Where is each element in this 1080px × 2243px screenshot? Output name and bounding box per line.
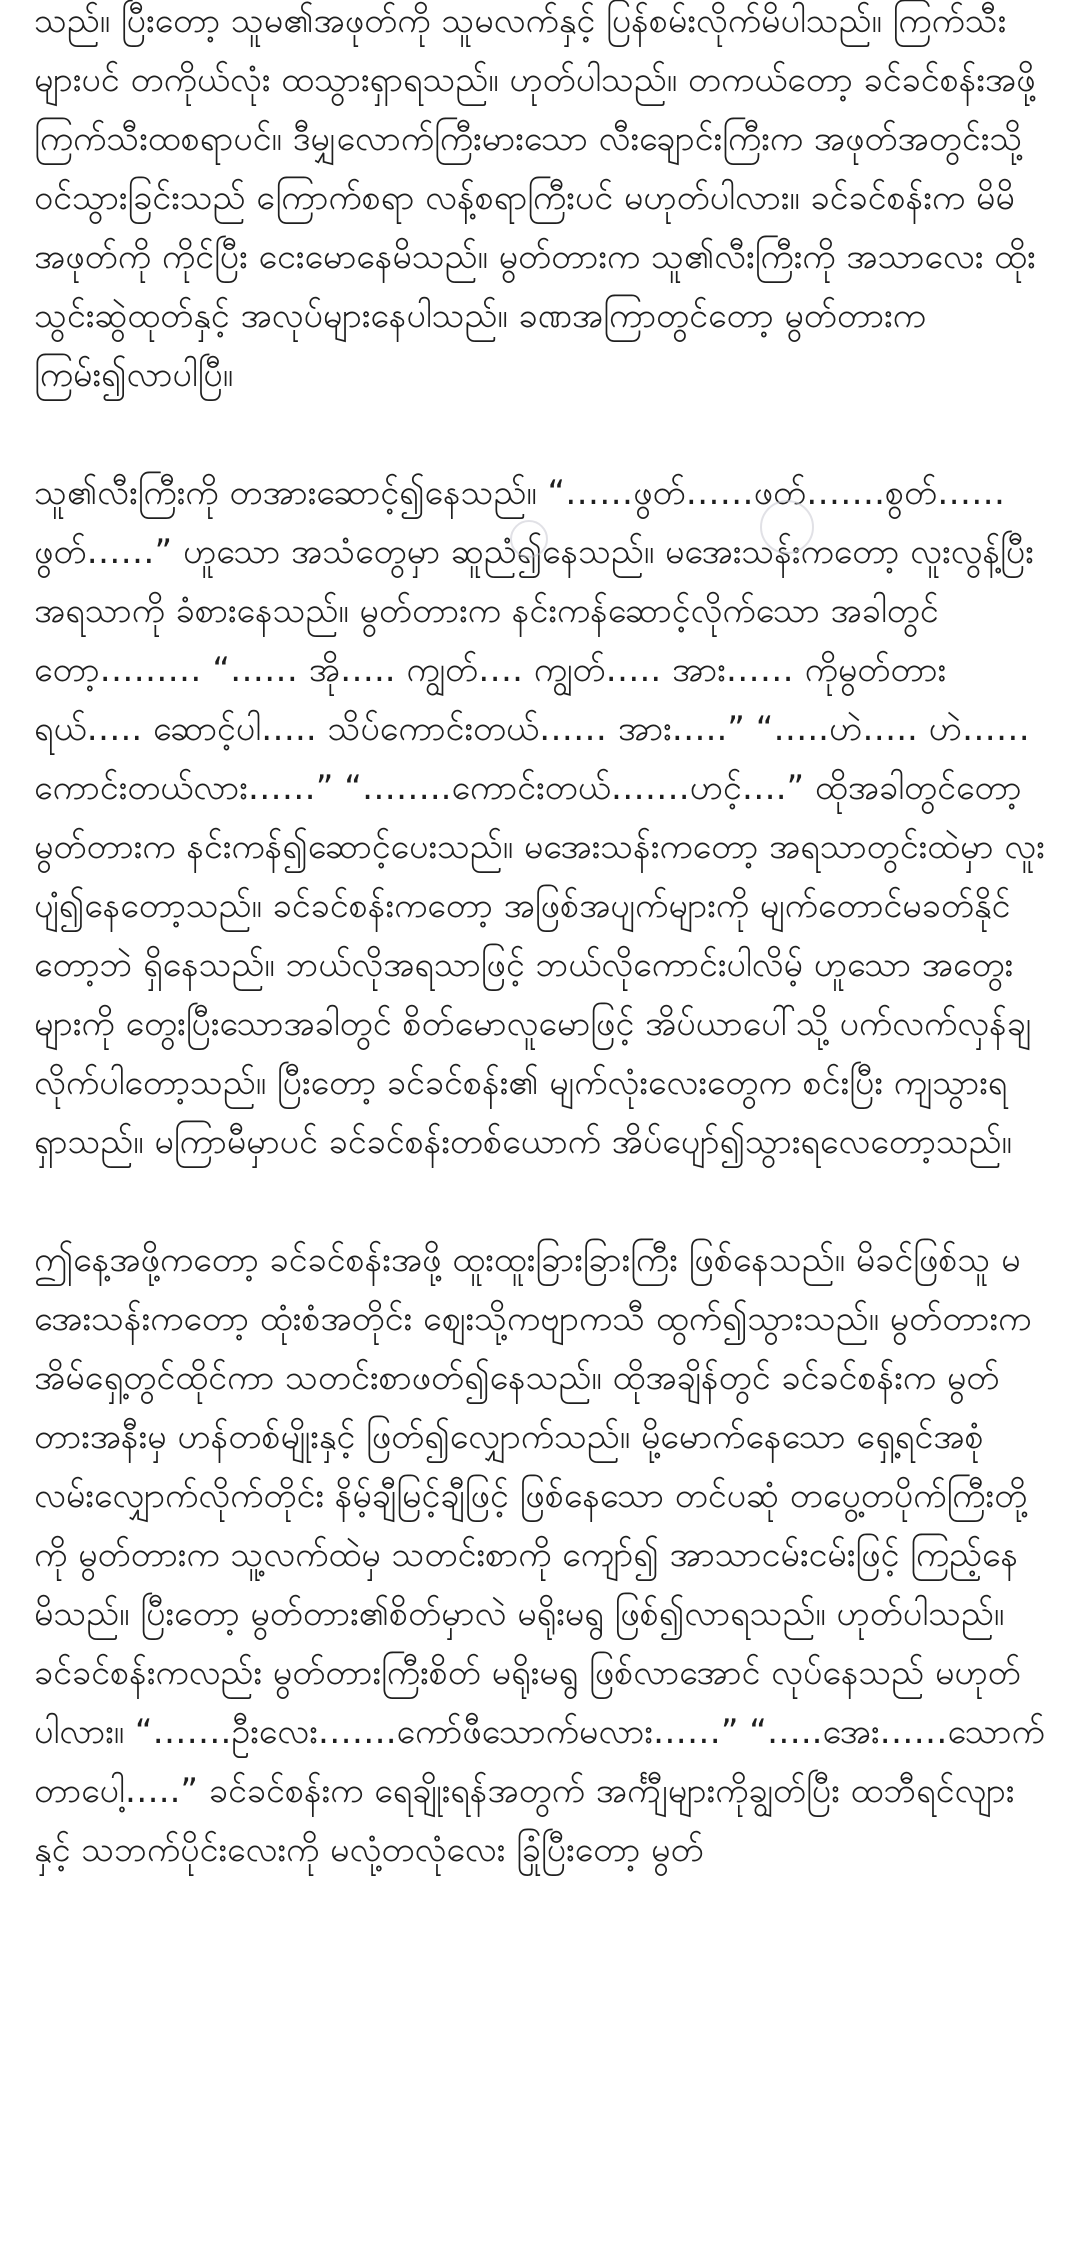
story-paragraph: သည်။ ပြီးတော့ သူမ၏အဖုတ်ကို သူမလက်နှင့် ပြန်စမ်းလိုက်မိပါသည်။ ကြက်သီးများပင် တကိုယ်လုံး ထသွားရှာရသည်။ ဟုတ်ပါသည်။ တကယ်တော့ ခင်ခင်စန်းအဖို့ ကြက်သီးထစရာပင်။ ဒီမျှလောက်ကြီးမားသော လီးချောင်းကြီးက အဖုတ်အတွင်းသို့ ဝင်သွားခြင်းသည် ကြောက်စရာ လန့်စရာကြီးပင် မဟုတ်ပါလား။ ခင်ခင်စန်းက မိမိအဖုတ်ကို ကိုင်ပြီး ငေးမောနေမိသည်။ မွတ်တားက သူ၏လီးကြီးကို အသာလေး ထိုးသွင်းဆွဲထုတ်နှင့် အလုပ်များနေပါသည်။ ခဏအကြာတွင်တော့ မွတ်တားက ကြမ်း၍လာပါပြီ။ (34, 1, 1036, 395)
story-paragraph: သူ၏လီးကြီးကို တအားဆောင့်၍နေသည်။ “……ဖွတ်……ဖတ်…….စွတ်……ဖွတ်……” ဟူသော အသံတွေမှာ ဆူညံ၍နေသည်။ မအေးသန်းကတော့ လူးလွန့်ပြီး အရသာကို ခံစားနေသည်။ မွတ်တားက နင်းကန်ဆောင့်လိုက်သော အခါတွင်တော့……… “…… အို….. ကျွတ်…. ကျွတ်….. အား…… ကိုမွတ်တားရယ်….. ဆောင့်ပါ….. သိပ်ကောင်းတယ်…… အား…..” “…..ဟဲ….. ဟဲ…… ကောင်းတယ်လား……” “……..ကောင်းတယ်…….ဟင့်….” ထိုအခါတွင်တော့ မွတ်တားက နင်းကန်၍ဆောင့်ပေးသည်။ မအေးသန်းကတော့ အရသာတွင်းထဲမှာ လူးပျံ၍နေတော့သည်။ ခင်ခင်စန်းကတော့ အဖြစ်အပျက်များကို မျက်တောင်မခတ်နိုင်တော့ဘဲ ရှိနေသည်။ ဘယ်လိုအရသာဖြင့် ဘယ်လိုကောင်းပါလိမ့် ဟူသော အတွေးများကို တွေးပြီးသောအခါတွင် စိတ်မောလူမောဖြင့် အိပ်ယာပေါ်သို့ ပက်လက်လှန်ချလိုက်ပါတော့သည်။ ပြီးတော့ ခင်ခင်စန်း၏ မျက်လုံးလေးတွေက စင်းပြီး ကျသွားရရှာသည်။ မကြာမီမှာပင် ခင်ခင်စန်းတစ်ယောက် အိပ်ပျော်၍သွားရလေတော့သည်။ (34, 473, 1045, 1162)
story-paragraph: ဤနေ့အဖို့ကတော့ ခင်ခင်စန်းအဖို့ ထူးထူးခြားခြားကြီး ဖြစ်နေသည်။ မိခင်ဖြစ်သူ မအေးသန်းကတော့ ထုံးစံအတိုင်း ဈေးသို့ကဗျာကသီ ထွက်၍သွားသည်။ မွတ်တားက အိမ်ရှေ့တွင်ထိုင်ကာ သတင်းစာဖတ်၍နေသည်။ ထိုအချိန်တွင် ခင်ခင်စန်းက မွတ်တားအနီးမှ ဟန်တစ်မျိုးနှင့် ဖြတ်၍လျှောက်သည်။ မို့မောက်နေသော ရှေ့ရင်အစုံ လမ်းလျှောက်လိုက်တိုင်း နိမ့်ချီမြင့်ချီဖြင့် ဖြစ်နေသော တင်ပဆုံ တပွေ့တပိုက်ကြီးတို့ကို မွတ်တားက သူ့လက်ထဲမှ သတင်းစာကို ကျော်၍ အာသာငမ်းငမ်းဖြင့် ကြည့်နေမိသည်။ ပြီးတော့ မွတ်တား၏စိတ်မှာလဲ မရိုးမရွ ဖြစ်၍လာရသည်။ ဟုတ်ပါသည်။ ခင်ခင်စန်းကလည်း မွတ်တားကြီးစိတ် မရိုးမရွ ဖြစ်လာအောင် လုပ်နေသည် မဟုတ်ပါလား။ “…….ဦးလေး…….ကော်ဖီသောက်မလား……” “…..အေး……သောက်တာပေါ့…..” ခင်ခင်စန်းက ရေချိုးရန်အတွက် အင်္ကျီများကိုချွတ်ပြီး ထဘီရင်လျားနှင့် သဘက်ပိုင်းလေးကို မလုံ့တလုံလေး ခြုံပြီးတော့ မွတ် (34, 1240, 1045, 1870)
